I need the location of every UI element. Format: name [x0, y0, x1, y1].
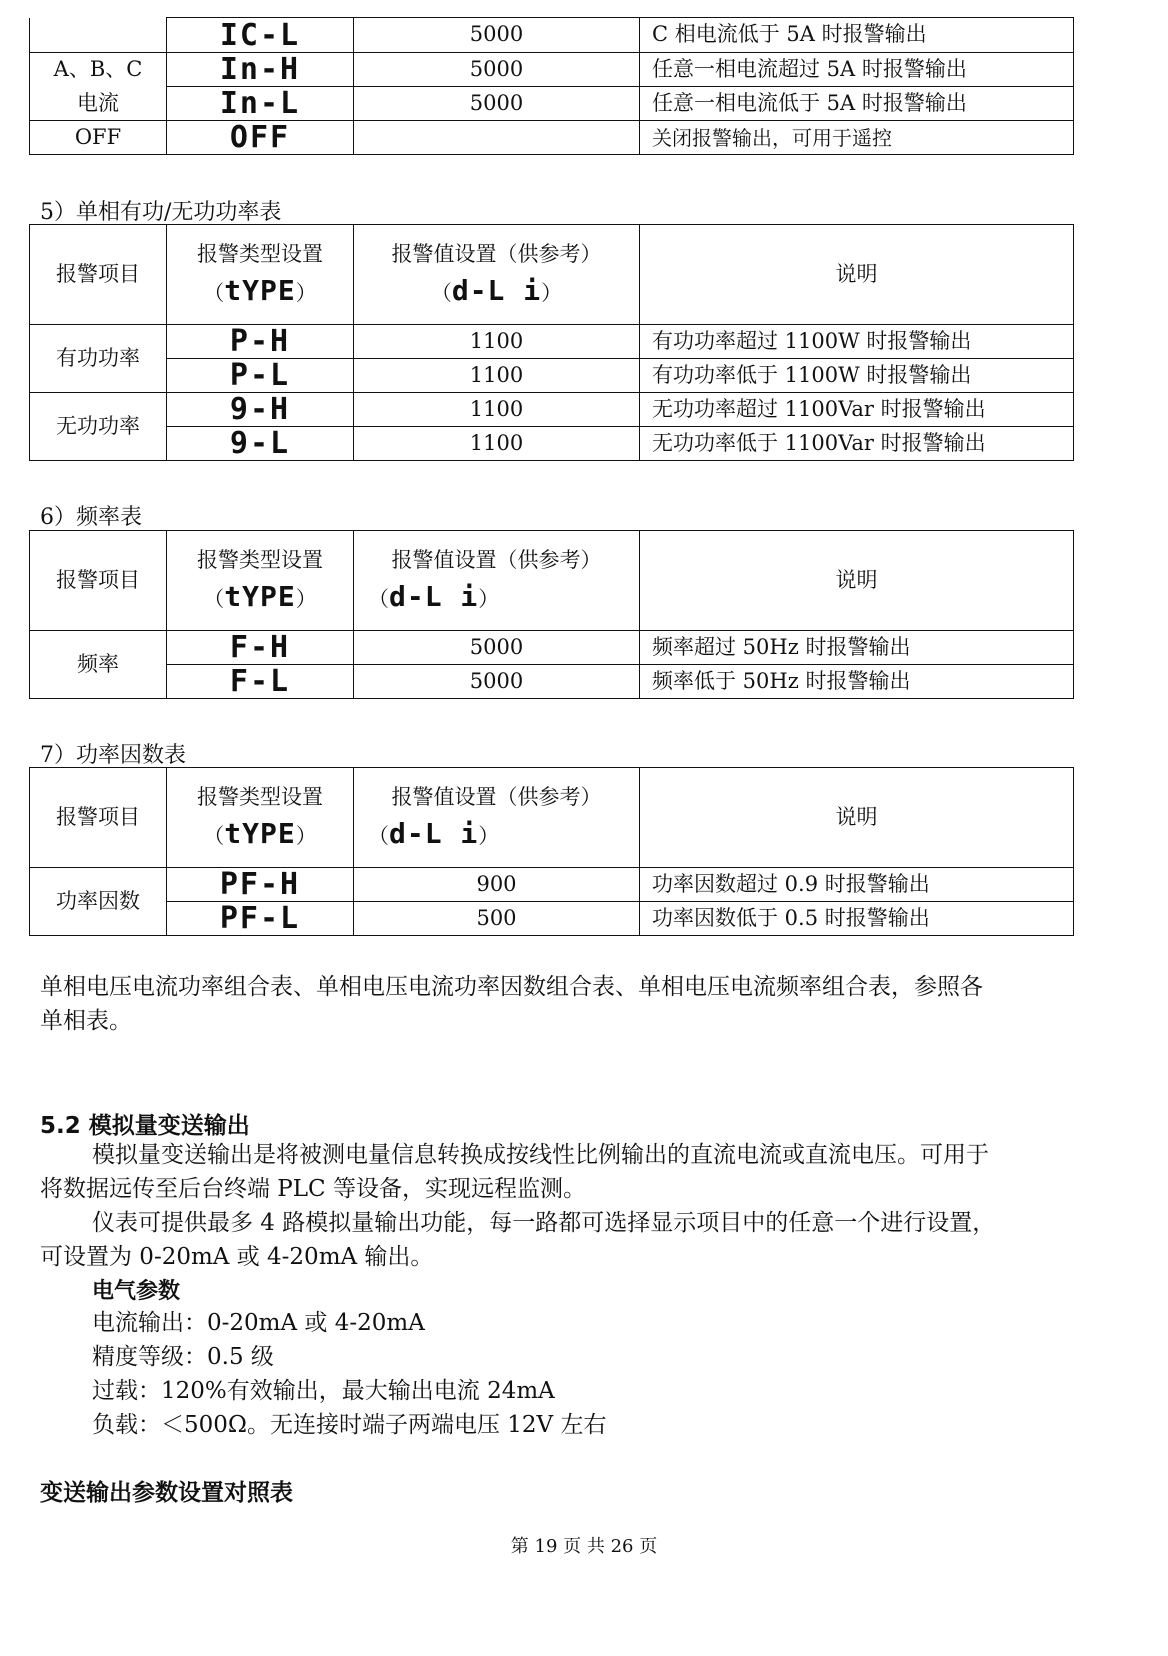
- type-code: tYPE: [224, 579, 296, 613]
- alarm-code: In-L: [167, 87, 354, 121]
- header-item: 报警项目: [30, 225, 167, 325]
- header-value: [354, 768, 640, 868]
- alarm-code: F-H: [167, 631, 354, 665]
- section-title: 6）频率表: [40, 505, 142, 530]
- alarm-code: PF-H: [167, 868, 354, 902]
- section-title: 7）功率因数表: [40, 743, 186, 768]
- header-desc: 说明: [640, 768, 1074, 868]
- type-code-wrap: （tYPE）: [203, 816, 317, 850]
- value-label: 报警值设置（供参考）: [391, 241, 602, 266]
- value-code: d-L i: [451, 273, 542, 307]
- note-line: 单相电压电流功率组合表、单相电压电流功率因数组合表、单相电压电流频率组合表，参照各: [40, 974, 983, 1000]
- type-label: 报警类型设置: [197, 241, 323, 266]
- alarm-value: 5000: [354, 53, 640, 87]
- alarm-value: 5000: [354, 87, 640, 121]
- group-item: 频率: [30, 631, 167, 699]
- value-code: d-L i: [389, 816, 479, 850]
- header-type: [167, 531, 354, 631]
- row-item-cell: [30, 18, 167, 53]
- alarm-table-frequency: [29, 530, 1074, 699]
- alarm-code: In-H: [167, 53, 354, 87]
- paragraph-1: [40, 1138, 1150, 1206]
- param-item: 电流输出：0-20mA 或 4-20mA: [92, 1310, 425, 1336]
- alarm-description: 有功功率超过 1100W 时报警输出: [640, 325, 1074, 359]
- alarm-description: 无功功率超过 1100Var 时报警输出: [640, 393, 1074, 427]
- alarm-value: 1100: [354, 393, 640, 427]
- alarm-description: 频率低于 50Hz 时报警输出: [640, 665, 1074, 699]
- alarm-value: [354, 121, 640, 155]
- alarm-value: 1100: [354, 325, 640, 359]
- alarm-description: C 相电流低于 5A 时报警输出: [640, 18, 1074, 53]
- value-code: d-L i: [389, 579, 479, 613]
- electrical-params-title: 电气参数: [92, 1279, 181, 1304]
- alarm-value: 1100: [354, 359, 640, 393]
- page-number: 第 19 页 共 26 页: [510, 1536, 658, 1557]
- alarm-description: 功率因数低于 0.5 时报警输出: [640, 902, 1074, 936]
- alarm-code: F-L: [167, 665, 354, 699]
- alarm-description: 有功功率低于 1100W 时报警输出: [640, 359, 1074, 393]
- alarm-code: IC-L: [167, 18, 354, 53]
- section-heading: 5.2 模拟量变送输出: [40, 1113, 250, 1139]
- value-code-wrap: （d-L i）: [368, 816, 500, 850]
- alarm-table-power-factor: [29, 767, 1074, 936]
- alarm-description: 任意一相电流低于 5A 时报警输出: [640, 87, 1074, 121]
- paragraph-line: 将数据远传至后台终端 PLC 等设备，实现远程监测。: [40, 1176, 586, 1202]
- header-value: [354, 225, 640, 325]
- alarm-value: 5000: [354, 18, 640, 53]
- param-item: 负载：＜500Ω。无连接时端子两端电压 12V 左右: [92, 1412, 607, 1438]
- alarm-code: OFF: [167, 121, 354, 155]
- header-type: [167, 225, 354, 325]
- type-code: tYPE: [224, 273, 296, 307]
- alarm-value: 900: [354, 868, 640, 902]
- paragraph-line: 模拟量变送输出是将被测电量信息转换成按线性比例输出的直流电流或直流电压。可用于: [92, 1142, 989, 1168]
- header-desc: 说明: [640, 531, 1074, 631]
- type-code-wrap: （tYPE）: [203, 273, 317, 307]
- alarm-value: 1100: [354, 427, 640, 461]
- alarm-code: P-H: [167, 325, 354, 359]
- paragraph-2: [40, 1206, 1150, 1274]
- alarm-description: 功率因数超过 0.9 时报警输出: [640, 868, 1074, 902]
- group-item: 功率因数: [30, 868, 167, 936]
- param-item: 精度等级：0.5 级: [92, 1344, 274, 1370]
- alarm-code: 9-H: [167, 393, 354, 427]
- table-title: 变送输出参数设置对照表: [40, 1480, 293, 1506]
- type-label: 报警类型设置: [197, 547, 323, 572]
- header-item: 报警项目: [30, 531, 167, 631]
- alarm-description: 任意一相电流超过 5A 时报警输出: [640, 53, 1074, 87]
- alarm-table-current: [29, 17, 1074, 155]
- section-title: 5）单相有功/无功功率表: [40, 200, 282, 225]
- paragraph-line: 仪表可提供最多 4 路模拟量输出功能，每一路都可选择显示项目中的任意一个进行设置，: [92, 1210, 996, 1236]
- alarm-description: 无功功率低于 1100Var 时报警输出: [640, 427, 1074, 461]
- row-item-cell: 电流: [30, 87, 167, 121]
- type-code-wrap: （tYPE）: [203, 579, 317, 613]
- value-label: 报警值设置（供参考）: [391, 547, 602, 572]
- alarm-code: 9-L: [167, 427, 354, 461]
- header-desc: 说明: [640, 225, 1074, 325]
- value-code-wrap: （d-L i）: [430, 273, 563, 307]
- type-label: 报警类型设置: [197, 784, 323, 809]
- type-code: tYPE: [224, 816, 296, 850]
- alarm-value: 5000: [354, 631, 640, 665]
- value-code-wrap: （d-L i）: [368, 579, 500, 613]
- param-item: 过载：120%有效输出，最大输出电流 24mA: [92, 1378, 555, 1404]
- alarm-code: P-L: [167, 359, 354, 393]
- alarm-value: 500: [354, 902, 640, 936]
- alarm-code: PF-L: [167, 902, 354, 936]
- note-line: 单相表。: [40, 1008, 132, 1034]
- note-paragraph: [40, 970, 1150, 1038]
- header-value: [354, 531, 640, 631]
- group-item: 有功功率: [30, 325, 167, 393]
- header-type: [167, 768, 354, 868]
- alarm-description: 关闭报警输出，可用于遥控: [640, 121, 1074, 155]
- row-item-cell: A、B、C: [30, 53, 167, 87]
- electrical-params-list: [92, 1306, 606, 1442]
- value-label: 报警值设置（供参考）: [391, 784, 602, 809]
- row-item-cell: OFF: [30, 121, 167, 155]
- paragraph-line: 可设置为 0-20mA 或 4-20mA 输出。: [40, 1244, 434, 1270]
- alarm-value: 5000: [354, 665, 640, 699]
- alarm-table-power: [29, 224, 1074, 461]
- header-item: 报警项目: [30, 768, 167, 868]
- alarm-description: 频率超过 50Hz 时报警输出: [640, 631, 1074, 665]
- group-item: 无功功率: [30, 393, 167, 461]
